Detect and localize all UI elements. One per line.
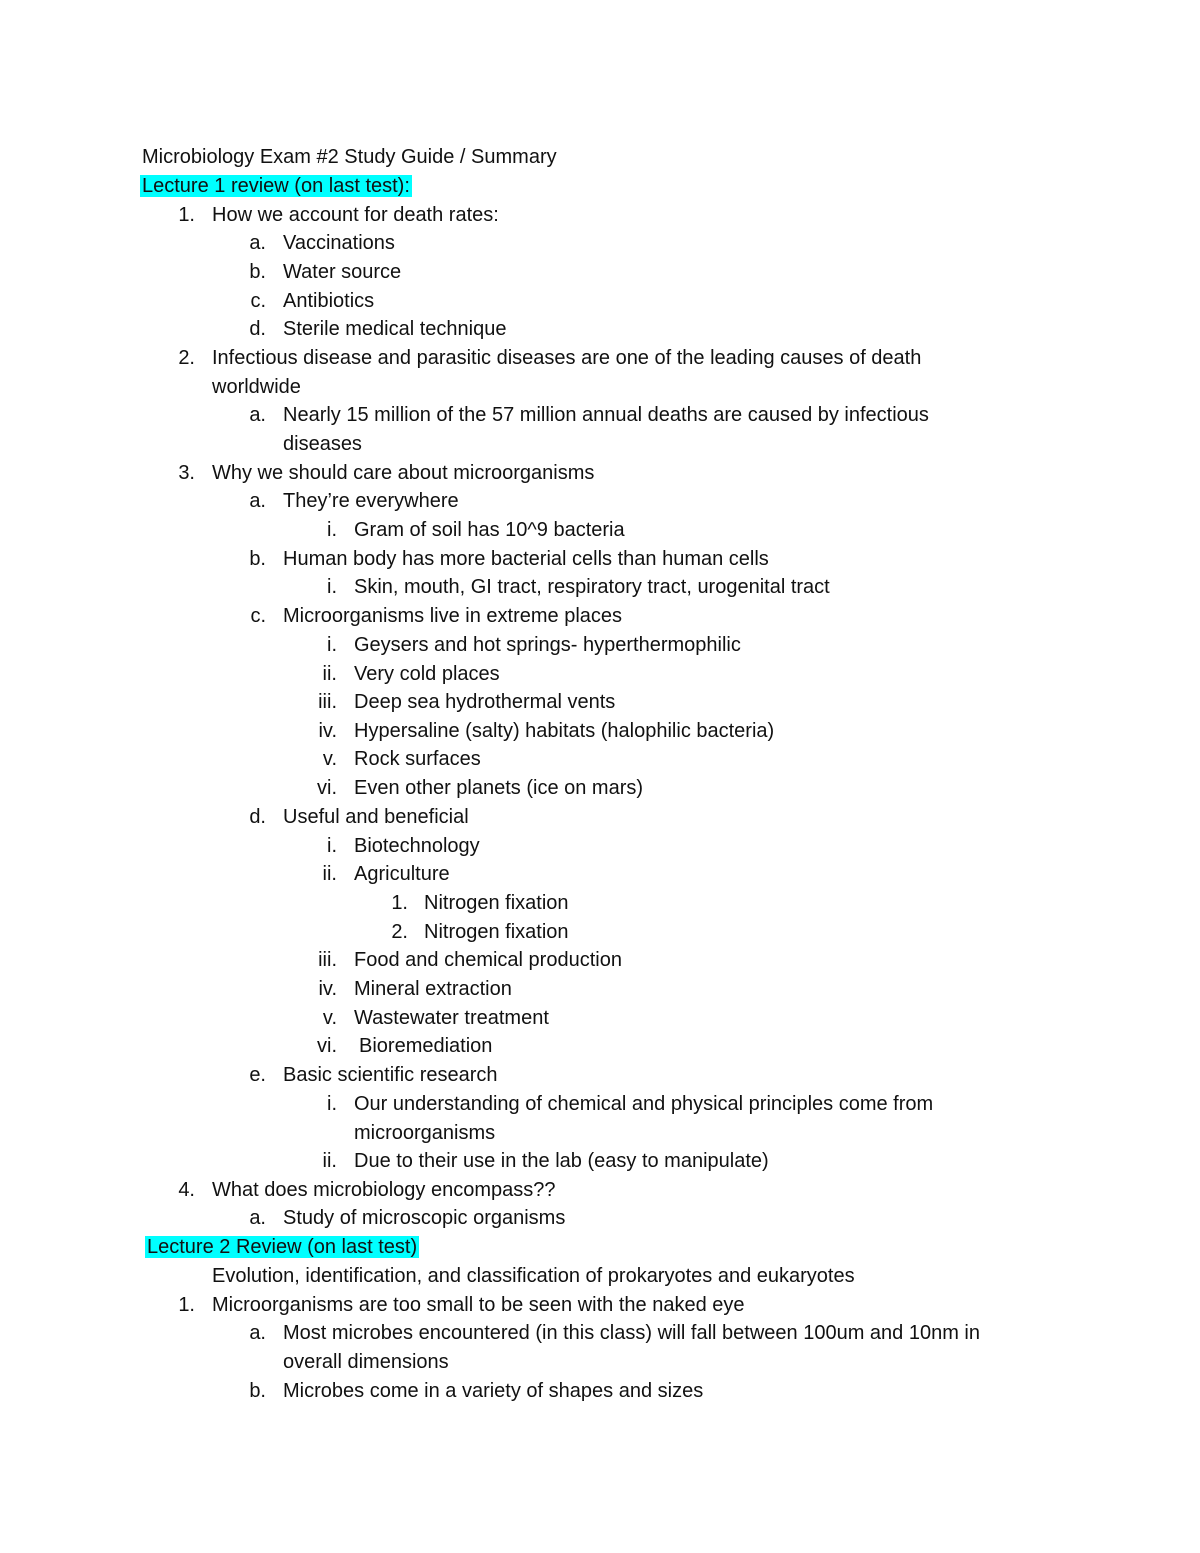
list-item: Microorganisms live in extreme places [283,605,623,627]
list-item: Microbes come in a variety of shapes and sizes [283,1380,704,1402]
list-marker: 4. [178,1179,195,1201]
list-item: They’re everywhere [283,490,459,512]
list-item: Microorganisms are too small to be seen with the naked eye [212,1294,745,1316]
list-marker: b. [249,1380,266,1402]
list-item: Hypersaline (salty) habitats (halophilic bacteria) [354,720,775,742]
list-item: Our understanding of chemical and physical principles come from [354,1093,934,1115]
list-marker: e. [249,1064,266,1086]
list-item: Nearly 15 million of the 57 million annual deaths are caused by infectious [283,404,929,426]
document-title: Microbiology Exam #2 Study Guide / Summary [142,146,557,168]
list-marker: iv. [318,720,337,742]
list-item: Skin, mouth, GI tract, respiratory tract, urogenital tract [354,576,830,598]
list-marker: iii. [318,691,337,713]
list-item: Most microbes encountered (in this class) will fall between 100um and 10nm in [283,1322,981,1344]
list-marker: v. [322,1007,337,1029]
list-marker: b. [249,261,266,283]
list-item: Mineral extraction [354,978,512,1000]
list-item: How we account for death rates: [212,204,499,226]
list-item: Even other planets (ice on mars) [354,777,644,799]
list-item-continuation: overall dimensions [283,1351,449,1373]
list-item: Why we should care about microorganisms [212,462,595,484]
list-marker: 2. [391,921,408,943]
list-item: Water source [283,261,402,283]
list-marker: c. [250,605,266,627]
list-marker: iii. [318,949,337,971]
lecture2-heading-highlight: Lecture 2 Review (on last test) [147,1236,418,1258]
list-item: Antibiotics [283,290,375,312]
list-item-continuation: diseases [283,433,362,455]
list-marker: vi. [317,777,337,799]
list-marker: v. [322,748,337,770]
list-item: Rock surfaces [354,748,481,770]
lecture1-heading [142,174,412,198]
lecture2-subtitle: Evolution, identification, and classification of prokaryotes and eukaryotes [212,1265,855,1287]
list-item: Due to their use in the lab (easy to manipulate) [354,1150,769,1172]
list-marker: 1. [178,1294,195,1316]
list-item: Gram of soil has 10^9 bacteria [354,519,625,541]
list-marker: i. [327,634,337,656]
list-marker: 3. [178,462,195,484]
list-marker: vi. [317,1035,337,1057]
list-marker: 2. [178,347,195,369]
list-item: Nitrogen fixation [424,921,569,943]
list-marker: 1. [391,892,408,914]
list-marker: iv. [318,978,337,1000]
list-item: Deep sea hydrothermal vents [354,691,616,713]
list-marker: 1. [178,204,195,226]
list-marker: ii. [322,863,337,885]
list-item: Infectious disease and parasitic diseases are one of the leading causes of death [212,347,922,369]
list-marker: b. [249,548,266,570]
list-marker: d. [249,806,266,828]
list-item: Geysers and hot springs- hyperthermophilic [354,634,741,656]
list-marker: i. [327,576,337,598]
list-item: Agriculture [354,863,450,885]
lecture1-heading-highlight: Lecture 1 review (on last test): [142,175,410,197]
list-marker: i. [327,835,337,857]
list-marker: i. [327,1093,337,1115]
list-marker: d. [249,318,266,340]
list-item: Bioremediation [359,1035,493,1057]
list-item: Sterile medical technique [283,318,507,340]
list-marker: c. [250,290,266,312]
list-item: Basic scientific research [283,1064,498,1086]
list-item: Study of microscopic organisms [283,1207,566,1229]
list-marker: a. [249,404,266,426]
list-marker: a. [249,1207,266,1229]
list-item: Wastewater treatment [354,1007,549,1029]
list-marker: a. [249,1322,266,1344]
list-item: Biotechnology [354,835,480,857]
list-marker: ii. [322,663,337,685]
list-item: Human body has more bacterial cells than human cells [283,548,769,570]
list-marker: a. [249,490,266,512]
lecture2-heading [147,1235,419,1259]
list-item: Useful and beneficial [283,806,469,828]
list-marker: a. [249,232,266,254]
list-marker: i. [327,519,337,541]
list-item-continuation: microorganisms [354,1122,496,1144]
list-item: What does microbiology encompass?? [212,1179,556,1201]
list-item: Food and chemical production [354,949,622,971]
list-item: Nitrogen fixation [424,892,569,914]
list-item: Vaccinations [283,232,395,254]
list-item: Very cold places [354,663,500,685]
list-item-continuation: worldwide [212,376,301,398]
list-marker: ii. [322,1150,337,1172]
